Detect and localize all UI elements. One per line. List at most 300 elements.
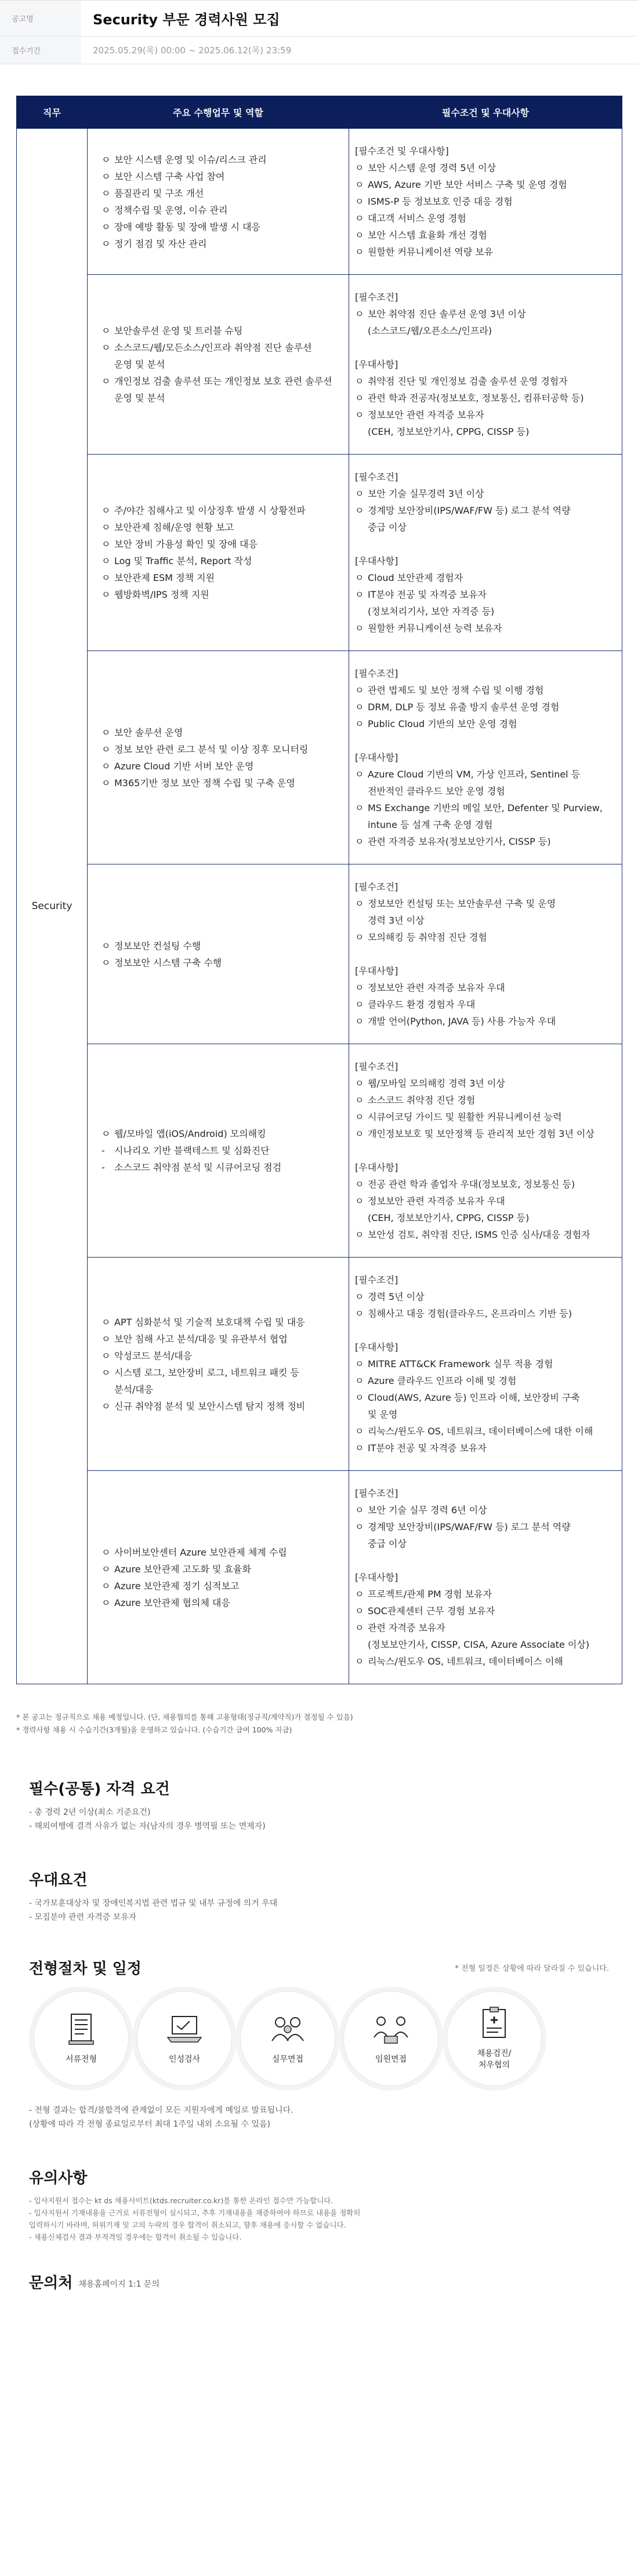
requirement-item [355, 306, 616, 322]
laptop-icon [164, 2012, 205, 2048]
duty-item [102, 1159, 340, 1176]
bullet-marker: ㅇ [355, 505, 364, 516]
bullet-marker: ㅇ [355, 685, 364, 696]
duty-text: Log 및 Traffic 분석, Report 작성 [114, 555, 252, 566]
duty-item [102, 741, 340, 758]
bullet-marker: ㅇ [102, 940, 111, 951]
common-qualification-section [29, 1777, 609, 1833]
caution-section [29, 2166, 609, 2243]
requirement-text: [우대사항] [355, 1572, 398, 1583]
job-table [16, 96, 622, 1684]
bullet-marker: ㅇ [355, 1426, 364, 1437]
requirement-text: 보안 시스템 운영 경력 5년 이상 [368, 162, 496, 173]
preference-section [29, 1868, 609, 1924]
line-gap [355, 732, 616, 749]
requirement-heading [355, 1271, 616, 1288]
cell-spacer [355, 864, 616, 878]
requirement-text: 원할한 커뮤니케이션 역량 보유 [368, 246, 494, 257]
requirement-text: 리눅스/윈도우 OS, 네트워크, 데이터베이스 이해 [368, 1656, 563, 1667]
cell-spacer [355, 1456, 616, 1470]
line-gap [355, 1322, 616, 1339]
bullet-marker: ㅇ [355, 1196, 364, 1207]
bullet-marker: ㅇ [355, 1111, 364, 1122]
duty-item [102, 1594, 340, 1611]
duties-cell [88, 1044, 349, 1258]
duty-text: 주/야간 침해사고 및 이상징후 발생 시 상황전파 [114, 505, 306, 516]
requirement-item [355, 1176, 616, 1193]
bullet-marker: ㅇ [355, 572, 364, 583]
cell-spacer [355, 260, 616, 274]
bullet-marker: ㅇ [102, 589, 111, 600]
requirement-text: 리눅스/윈도우 OS, 네트워크, 데이터베이스에 대한 이해 [368, 1426, 593, 1437]
requirement-text: 침해사고 대응 경험(클라우드, 온프라미스 기반 등) [368, 1308, 572, 1319]
step-personality-test [137, 1991, 232, 2086]
requirement-text: intune 등 설계 구축 운영 경험 [368, 819, 493, 830]
bullet-marker: ㅇ [355, 999, 364, 1010]
note-line: * 본 공고는 정규직으로 채용 예정입니다. (단, 채용협의를 통해 고용형태(정규직/계약직)가 결정될 수 있음) [16, 1713, 353, 1721]
duty-item [102, 758, 340, 775]
requirement-text: 보안 기술 실무 경력 6년 이상 [368, 1505, 487, 1516]
duty-item [102, 586, 340, 603]
requirement-text: 관련 자격증 보유자(정보보안기사, CISSP 등) [368, 836, 551, 847]
requirement-item [355, 390, 616, 406]
requirement-heading [355, 289, 616, 306]
requirement-text: 정보보안 관련 자격증 보유자 [368, 409, 484, 420]
period-key: 접수기간 [0, 37, 81, 64]
requirement-text: (정보보안기사, CISSP, CISA, Azure Associate 이상) [368, 1639, 590, 1650]
bullet-marker: ㅇ [355, 1078, 364, 1089]
duty-item [102, 502, 340, 519]
bullet-marker: ㅇ [355, 932, 364, 943]
duty-text: 분석/대응 [114, 1383, 154, 1395]
requirement-item [355, 682, 616, 699]
requirement-text: IT분야 전공 및 자격증 보유자 [368, 1443, 487, 1454]
duty-item [102, 219, 340, 235]
bullet-marker: ㅇ [355, 230, 364, 241]
bullet-marker [355, 1535, 368, 1552]
bullet-marker: ㅇ [355, 246, 364, 257]
requirement-text: [우대사항] [355, 359, 398, 370]
caution-title: 유의사항 [29, 2170, 88, 2187]
requirement-heading [355, 322, 616, 339]
requirement-item [355, 406, 616, 423]
requirement-text: 경계망 보안장비(IPS/WAF/FW 등) 로그 분석 역량 [368, 505, 571, 516]
document-icon [61, 2012, 102, 2048]
requirement-heading [355, 553, 616, 569]
bullet-marker: ㅇ [102, 572, 111, 583]
table-row [17, 864, 622, 1044]
requirement-item [355, 833, 616, 850]
step-label-line: 처우협의 [478, 2061, 510, 2070]
requirement-item [355, 800, 616, 816]
requirement-item [355, 1653, 616, 1670]
application-period: 2025.05.29(목) 00:00 ~ 2025.06.12(목) 23:59 [93, 45, 292, 56]
bullet-marker: ㅇ [102, 505, 111, 516]
bullet-marker: ㅇ [355, 179, 364, 190]
preference-title: 우대요건 [29, 1872, 88, 1889]
requirement-item [355, 1075, 616, 1092]
table-row [17, 1044, 622, 1258]
duty-text: 소스코드/웹/모든소스/인프라 취약점 진단 솔루션 [114, 342, 312, 353]
requirement-item [355, 1356, 616, 1372]
bullet-marker [355, 816, 368, 833]
requirement-item [355, 1226, 616, 1243]
requirement-item [355, 1305, 616, 1322]
bullet-marker: ㅇ [102, 760, 111, 772]
bullet-marker [355, 322, 368, 339]
bullet-marker [355, 783, 368, 800]
bullet-marker: ㅇ [102, 154, 111, 165]
duty-item [102, 1578, 340, 1594]
duties-cell [88, 129, 349, 275]
requirement-text: 전반적인 클라우드 보안 운영 경험 [368, 786, 505, 797]
requirement-item [355, 569, 616, 586]
duty-text: 보안 시스템 구축 사업 참여 [114, 170, 225, 182]
duties-cell [88, 864, 349, 1044]
requirement-text: 보안 취약점 진단 솔루션 운영 3년 이상 [368, 308, 526, 319]
cell-spacer [355, 1044, 616, 1058]
requirement-item [355, 1372, 616, 1389]
duties-cell [88, 1258, 349, 1471]
requirement-text: [필수조건] [355, 1488, 398, 1499]
requirement-text: Public Cloud 기반의 보안 운영 경험 [368, 718, 517, 729]
bullet-marker: ㅇ [102, 342, 111, 353]
duty-item [102, 235, 340, 252]
requirement-text: 중급 이상 [368, 522, 407, 533]
bullet-marker: ㅇ [102, 187, 111, 199]
requirement-item [355, 766, 616, 783]
requirement-text: 및 운영 [368, 1409, 398, 1420]
cell-spacer [355, 455, 616, 468]
bullet-marker: ㅇ [355, 1375, 364, 1386]
duty-text: APT 심화분석 및 기술적 보호대책 수립 및 대응 [114, 1316, 305, 1328]
requirement-heading [355, 1339, 616, 1356]
duties-cell [88, 1471, 349, 1684]
people-icon [267, 2012, 308, 2048]
duty-item [102, 202, 340, 219]
requirement-text: 보안 기술 실무경력 3년 이상 [368, 488, 484, 499]
requirement-text: 정보보안 관련 자격증 보유자 우대 [368, 982, 505, 993]
table-row [17, 455, 622, 651]
requirement-text: (정보처리기사, 보안 자격증 등) [368, 606, 495, 617]
requirements-cell [349, 275, 622, 455]
bullet-marker: ㅇ [102, 1333, 111, 1345]
bullet-marker: ㅇ [102, 376, 111, 387]
qualification-line: - 해외여행에 결격 사유가 없는 자(남자의 경우 병역필 또는 면제자) [29, 1822, 266, 1831]
duties-cell [88, 651, 349, 864]
bullet-marker: ㅇ [355, 1505, 364, 1516]
bullet-marker: ㅇ [102, 1597, 111, 1608]
requirement-heading [355, 1569, 616, 1586]
requirement-text: 프로젝트/관제 PM 경험 보유자 [368, 1589, 492, 1600]
bullet-marker [355, 912, 368, 929]
role-cell: Security [17, 129, 88, 1684]
duty-text: 정보 보안 관련 로그 분석 및 이상 징후 모니터링 [114, 743, 309, 755]
requirement-heading [355, 1058, 616, 1075]
duty-text: 소스코드 취약점 분석 및 시큐어코딩 점검 [114, 1162, 282, 1173]
bullet-marker: ㅇ [102, 1367, 111, 1378]
cell-spacer [355, 1030, 616, 1044]
requirement-item [355, 620, 616, 637]
requirement-heading [355, 1159, 616, 1176]
bullet-marker: ㅇ [102, 204, 111, 216]
requirement-text: 전공 관련 학과 졸업자 우대(정보보호, 정보통신 등) [368, 1179, 575, 1190]
requirement-text: 모의해킹 등 취약점 진단 경험 [368, 932, 487, 943]
bullet-marker: ㅇ [355, 836, 364, 847]
duty-item [102, 775, 340, 791]
table-notes [16, 1711, 622, 1736]
requirement-item [355, 1092, 616, 1109]
bullet-marker: ㅇ [355, 409, 364, 420]
requirement-text: [필수조건] [355, 471, 398, 482]
title-key: 공고명 [0, 1, 81, 36]
duty-item [102, 1125, 340, 1142]
duty-text: 보안 장비 가용성 확인 및 장애 대응 [114, 539, 258, 550]
job-table-wrapper [16, 96, 622, 1684]
bullet-marker: ㅇ [102, 555, 111, 566]
bullet-marker: ㅇ [102, 1400, 111, 1412]
requirement-text: [필수조건] [355, 1274, 398, 1285]
bullet-marker: ㅇ [102, 1546, 111, 1558]
bullet-marker: ㅇ [355, 1443, 364, 1454]
requirement-text: 관련 학과 전공자(정보보호, 정보통신, 컴퓨터공학 등) [368, 393, 584, 404]
duty-item [102, 1331, 340, 1347]
requirement-text: 클라우드 환경 경험자 우대 [368, 999, 476, 1010]
requirement-text: 경계망 보안장비(IPS/WAF/FW 등) 로그 분석 역량 [368, 1521, 571, 1532]
page-title: Security 부문 경력사원 모집 [93, 12, 280, 28]
requirement-item [355, 715, 616, 732]
requirements-cell [349, 1044, 622, 1258]
cell-spacer [355, 1243, 616, 1257]
requirement-item [355, 929, 616, 946]
bullet-marker: ㅇ [355, 1229, 364, 1240]
bullet-marker: ㅇ [355, 589, 364, 600]
cell-spacer [355, 440, 616, 454]
requirement-text: 웹/모바일 모의해킹 경력 3년 이상 [368, 1078, 505, 1089]
requirement-text: ISMS-P 등 정보보호 인증 대응 경험 [368, 196, 513, 207]
bullet-marker: ㅇ [355, 702, 364, 713]
duty-text: 보안관제 침해/운영 현황 보고 [114, 522, 234, 533]
requirement-item [355, 979, 616, 996]
duty-item [102, 938, 340, 954]
requirement-text: (CEH, 정보보안기사, CPPG, CISSP 등) [368, 1212, 530, 1223]
bullet-marker: ㅇ [102, 1580, 111, 1592]
header-duties: 주요 수행업무 및 역할 [88, 96, 349, 129]
duty-item [102, 536, 340, 553]
table-body [17, 129, 622, 1684]
requirement-item [355, 1440, 616, 1456]
duty-text: 보안솔루션 운영 및 트러블 슈팅 [114, 325, 243, 336]
requirement-heading [355, 878, 616, 895]
bullet-marker: ㅇ [102, 522, 111, 533]
duty-item [102, 1544, 340, 1561]
duty-text: 보안관제 ESM 정책 지원 [114, 572, 215, 583]
duty-text: Azure 보안관제 정기 심적보고 [114, 1580, 240, 1592]
requirement-heading [355, 423, 616, 440]
process-note-line: (상황에 따라 각 전형 종료일로부터 최대 1주일 내외 소요될 수 있음) [29, 2120, 270, 2129]
table-row [17, 275, 622, 455]
bullet-marker: ㅇ [355, 1358, 364, 1369]
bullet-marker: ㅇ [102, 777, 111, 789]
requirement-text: 관련 법제도 및 보안 정책 수립 및 이행 경험 [368, 685, 544, 696]
requirement-heading [355, 665, 616, 682]
bullet-marker: ㅇ [355, 213, 364, 224]
bullet-marker: ㅇ [355, 393, 364, 404]
requirement-text: AWS, Azure 기반 보안 서비스 구축 및 운영 경험 [368, 179, 567, 190]
duty-text: 보안 침해 사고 분석/대응 및 유관부서 협업 [114, 1333, 288, 1345]
duty-text: Azure Cloud 기반 서버 보안 운영 [114, 760, 254, 772]
requirement-item [355, 1518, 616, 1535]
requirement-text: 소스코드 취약점 진단 경험 [368, 1095, 476, 1106]
duty-text: 시나리오 기반 블랙테스트 및 심화진단 [114, 1145, 270, 1156]
requirement-text: 관련 자격증 보유자 [368, 1622, 445, 1633]
bullet-marker: ㅇ [102, 743, 111, 755]
bullet-marker: ㅇ [355, 802, 364, 813]
bullet-marker: ㅇ [355, 718, 364, 729]
line-gap [355, 1142, 616, 1159]
requirement-heading [355, 1485, 616, 1502]
duty-text: 사이버보안센터 Azure 보안관제 체계 수립 [114, 1546, 287, 1558]
requirement-item [355, 227, 616, 244]
requirement-heading [355, 1636, 616, 1653]
bullet-marker: ㅇ [355, 1128, 364, 1139]
bullet-marker: ㅇ [355, 1521, 364, 1532]
requirement-item [355, 586, 616, 603]
preference-line: - 국가보훈대상자 및 장애인복지법 관련 법규 및 내부 규정에 의거 우대 [29, 1899, 278, 1908]
requirement-text: [우대사항] [355, 1162, 398, 1173]
bullet-marker: ㅇ [355, 1589, 364, 1600]
process-steps [29, 1991, 609, 2097]
requirements-cell [349, 1258, 622, 1471]
requirement-heading [355, 468, 616, 485]
requirement-text: (CEH, 정보보안기사, CPPG, CISSP 등) [368, 426, 530, 437]
bullet-marker: ㅇ [355, 769, 364, 780]
process-side-note: * 전형 일정은 상황에 따라 달라질 수 있습니다. [455, 1964, 609, 1973]
cell-spacer [355, 850, 616, 864]
caution-line: - 입사지원서 접수는 kt ds 채용사이트(ktds.recruiter.co.kr)를 통한 온라인 접수만 가능합니다. [29, 2196, 334, 2205]
bullet-marker [355, 519, 368, 536]
requirement-heading [355, 143, 616, 159]
line-gap [355, 536, 616, 553]
duty-item [102, 322, 340, 339]
bullet-marker: ㅇ [102, 539, 111, 550]
requirement-text: IT분야 전공 및 자격증 보유자 [368, 589, 487, 600]
requirement-text: 대고객 서비스 운영 경험 [368, 213, 466, 224]
cell-spacer [355, 275, 616, 289]
step-label-line: 채용검진/ [477, 2049, 512, 2058]
step-label: 임원면접 [375, 2055, 407, 2064]
duty-text: Azure 보안관제 협의체 대응 [114, 1597, 230, 1608]
duty-item [102, 390, 340, 406]
requirement-text: DRM, DLP 등 정보 유출 방지 솔루션 운영 경험 [368, 702, 560, 713]
bullet-marker: ㅇ [355, 376, 364, 387]
medical-checklist-icon [474, 2006, 514, 2042]
requirement-heading [355, 962, 616, 979]
period-row [0, 37, 638, 64]
requirement-item [355, 895, 616, 912]
duty-item [102, 185, 340, 202]
requirement-text: Cloud(AWS, Azure 등) 인프라 이해, 보안장비 구축 [368, 1392, 580, 1403]
requirement-item [355, 1603, 616, 1619]
requirement-item [355, 1125, 616, 1142]
bullet-marker: ㅇ [102, 325, 111, 336]
requirement-text: [필수조건 및 우대사항] [355, 146, 449, 157]
duty-item [102, 724, 340, 741]
duty-text: 운영 및 분석 [114, 393, 165, 404]
line-gap [355, 339, 616, 356]
duty-text: 신규 취약점 분석 및 보안시스템 탐지 정책 정비 [114, 1400, 306, 1412]
duty-item [102, 356, 340, 373]
qualification-line: - 총 경력 2년 이상(최소 기준요건) [29, 1808, 151, 1817]
bullet-marker: ㅇ [102, 238, 111, 249]
duty-text: 품질관리 및 구조 개선 [114, 187, 204, 199]
cell-spacer [355, 1258, 616, 1271]
requirement-text: 보안성 검토, 취약점 진단, ISMS 인증 심사/대응 경험자 [368, 1229, 590, 1240]
duty-item [102, 569, 340, 586]
duty-text: 정책수립 및 운영, 이슈 관리 [114, 204, 228, 216]
cell-spacer [355, 637, 616, 651]
requirement-heading [355, 1535, 616, 1552]
requirement-item [355, 699, 616, 715]
step-label: 서류전형 [65, 2055, 97, 2064]
bullet-marker: ㅇ [355, 1656, 364, 1667]
duty-text: 보안 시스템 운영 및 이슈/리스크 관리 [114, 154, 267, 165]
requirement-text: [필수조건] [355, 1061, 398, 1072]
requirement-heading [355, 356, 616, 373]
requirement-text: MS Exchange 기반의 메일 보안, Defenter 및 Purview, [368, 802, 603, 813]
duty-item [102, 519, 340, 536]
bullet-marker [102, 1381, 114, 1398]
bullet-marker: ㅇ [355, 1016, 364, 1027]
requirement-text: 경력 5년 이상 [368, 1291, 425, 1302]
requirement-item [355, 1013, 616, 1030]
bullet-marker: ㅇ [102, 957, 111, 968]
requirement-heading [355, 1406, 616, 1423]
bullet-marker: ㅇ [102, 1350, 111, 1361]
requirements-cell [349, 455, 622, 651]
duty-text: Azure 보안관제 고도화 및 효율화 [114, 1563, 251, 1575]
requirement-item [355, 996, 616, 1013]
caution-line: - 입사지원서 기재내용을 근거로 서류전형이 실시되고, 추후 기재내용을 재증하여야 하므로 내용을 정확히 [29, 2208, 361, 2217]
requirement-text: Azure Cloud 기반의 VM, 가상 인프라, Sentinel 등 [368, 769, 581, 780]
bullet-marker [355, 1406, 368, 1423]
meeting-icon [371, 2012, 411, 2048]
duty-item [102, 151, 340, 168]
step-label: 인성검사 [168, 2055, 201, 2064]
requirement-text: [필수조건] [355, 668, 398, 679]
requirement-item [355, 502, 616, 519]
duties-cell [88, 455, 349, 651]
bullet-marker: ㅇ [102, 1316, 111, 1328]
requirement-item [355, 1193, 616, 1209]
requirement-text: 중급 이상 [368, 1538, 407, 1549]
bullet-marker: ㅇ [355, 488, 364, 499]
requirement-text: Cloud 보안관제 경험자 [368, 572, 463, 583]
duty-text: 장애 예방 활동 및 장애 발생 시 대응 [114, 221, 260, 232]
requirement-text: MITRE ATT&CK Framework 실무 적용 경험 [368, 1358, 553, 1369]
bullet-marker: ㅇ [355, 982, 364, 993]
cell-spacer [355, 1471, 616, 1485]
bullet-marker: ㅇ [355, 1308, 364, 1319]
requirement-item [355, 210, 616, 227]
requirement-text: 정보보안 컨설팅 또는 보안솔루션 구축 및 운영 [368, 898, 556, 909]
requirement-text: 시큐어코딩 가이드 및 원활한 커뮤니케이션 능력 [368, 1111, 562, 1122]
table-row [17, 651, 622, 864]
requirement-text: 원할한 커뮤니케이션 능력 보유자 [368, 623, 502, 634]
requirement-item [355, 244, 616, 260]
bullet-marker: ㅇ [102, 1563, 111, 1575]
line-gap [355, 946, 616, 962]
